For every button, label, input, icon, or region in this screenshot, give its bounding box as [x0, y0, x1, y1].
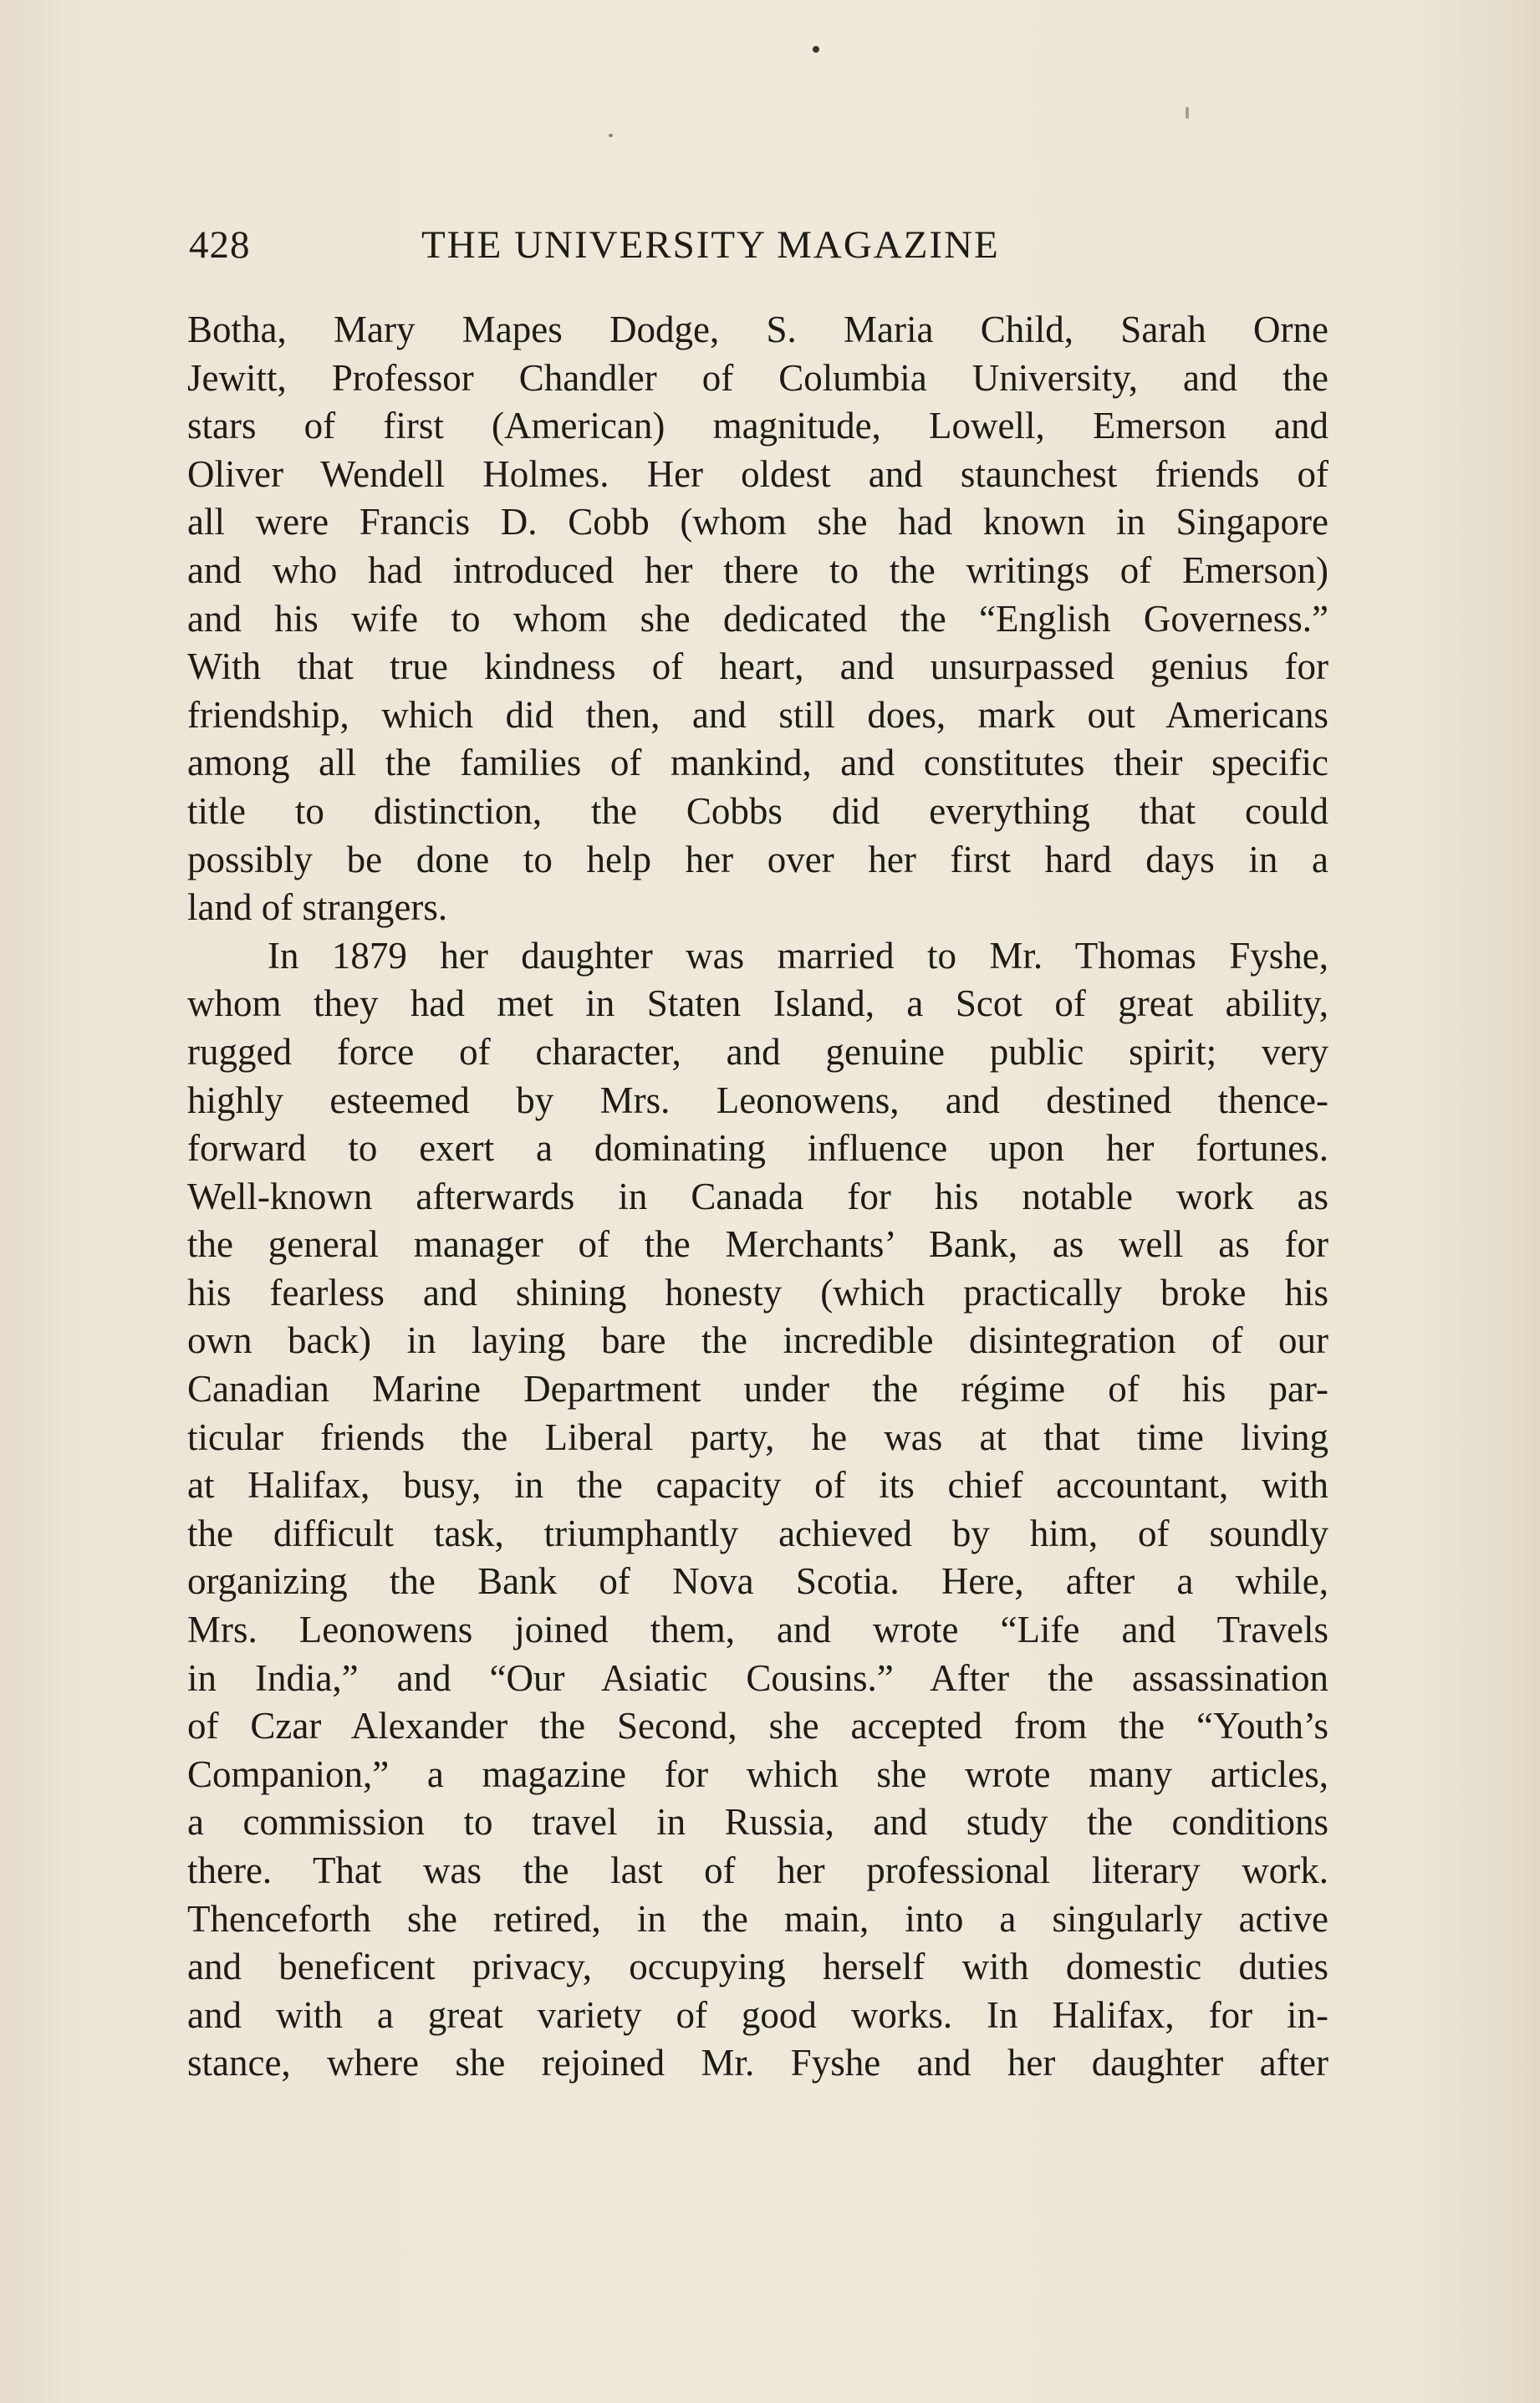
paragraph	[187, 932, 1328, 2088]
text-line: a commission to travel in Russia, and study the conditions	[187, 1801, 1328, 1844]
text-line: all were Francis D. Cobb (whom she had known in Singapore	[187, 501, 1328, 543]
text-line: the difficult task, triumphantly achieved by him, of soundly	[187, 1512, 1328, 1554]
text-line: In 1879 her daughter was married to Mr. Thomas Fyshe,	[268, 934, 1328, 977]
page-number: 428	[189, 223, 251, 267]
text-line: among all the families of mankind, and constitutes their specific	[187, 742, 1328, 784]
text-line: Canadian Marine Department under the régime of his par-	[187, 1368, 1328, 1411]
text-line: the general manager of the Merchants’ Bank, as well as for	[187, 1223, 1328, 1266]
text-line: highly esteemed by Mrs. Leonowens, and destined thence-	[187, 1079, 1328, 1121]
text-line: Thenceforth she retired, in the main, into a singularly active	[187, 1897, 1328, 1940]
text-line: ticular friends the Liberal party, he was at that time living	[187, 1416, 1328, 1458]
text-line: land of strangers.	[187, 886, 448, 929]
text-line: Botha, Mary Mapes Dodge, S. Maria Child, Sarah Orne	[187, 309, 1328, 350]
text-line: With that true kindness of heart, and unsurpassed genius for	[187, 645, 1328, 688]
paragraph	[187, 306, 1328, 932]
text-line: possibly be done to help her over her first hard days in a	[187, 838, 1328, 880]
text-line: Jewitt, Professor Chandler of Columbia University, and the	[187, 356, 1328, 399]
text-line: Well-known afterwards in Canada for his notable work as	[187, 1175, 1328, 1217]
text-line: forward to exert a dominating influence upon her fortunes.	[187, 1127, 1328, 1170]
text-line: there. That was the last of her professional literary work.	[187, 1849, 1328, 1891]
running-header	[189, 216, 1094, 274]
text-line: title to distinction, the Cobbs did everything that could	[187, 789, 1328, 832]
ink-speck	[1186, 107, 1189, 119]
text-line: and who had introduced her there to the writings of Emerson)	[187, 548, 1328, 591]
text-line: and with a great variety of good works. In Halifax, for in-	[187, 1993, 1328, 2036]
text-line: and beneficent privacy, occupying herself with domestic duties	[187, 1946, 1328, 1988]
running-title: THE UNIVERSITY MAGAZINE	[421, 223, 1000, 267]
text-line: at Halifax, busy, in the capacity of its chief accountant, with	[187, 1464, 1328, 1507]
text-line: of Czar Alexander the Second, she accepted from the “Youth’s	[187, 1705, 1328, 1747]
text-line: Companion,” a magazine for which she wrote many articles,	[187, 1753, 1328, 1795]
text-line: his fearless and shining honesty (which practically broke his	[187, 1271, 1328, 1314]
text-line: whom they had met in Staten Island, a Scot of great ability,	[187, 982, 1328, 1025]
text-line: own back) in laying bare the incredible disintegration of our	[187, 1319, 1328, 1362]
ink-speck	[609, 134, 613, 137]
ink-speck	[813, 46, 819, 53]
text-line: in India,” and “Our Asiatic Cousins.” After the assassination	[187, 1656, 1328, 1699]
text-line: and his wife to whom she dedicated the “English Governess.”	[187, 597, 1328, 640]
text-line: rugged force of character, and genuine public spirit; very	[187, 1030, 1328, 1073]
text-line: friendship, which did then, and still does, mark out Americans	[187, 693, 1328, 736]
text-line: Mrs. Leonowens joined them, and wrote “Life and Travels	[187, 1609, 1328, 1651]
text-line: organizing the Bank of Nova Scotia. Here, after a while,	[187, 1560, 1328, 1603]
body-text	[187, 306, 1328, 2088]
text-line: Oliver Wendell Holmes. Her oldest and staunchest friends of	[187, 452, 1328, 495]
text-line: stance, where she rejoined Mr. Fyshe and her daughter after	[187, 2042, 1328, 2084]
text-line: stars of first (American) magnitude, Lowell, Emerson and	[187, 405, 1328, 447]
